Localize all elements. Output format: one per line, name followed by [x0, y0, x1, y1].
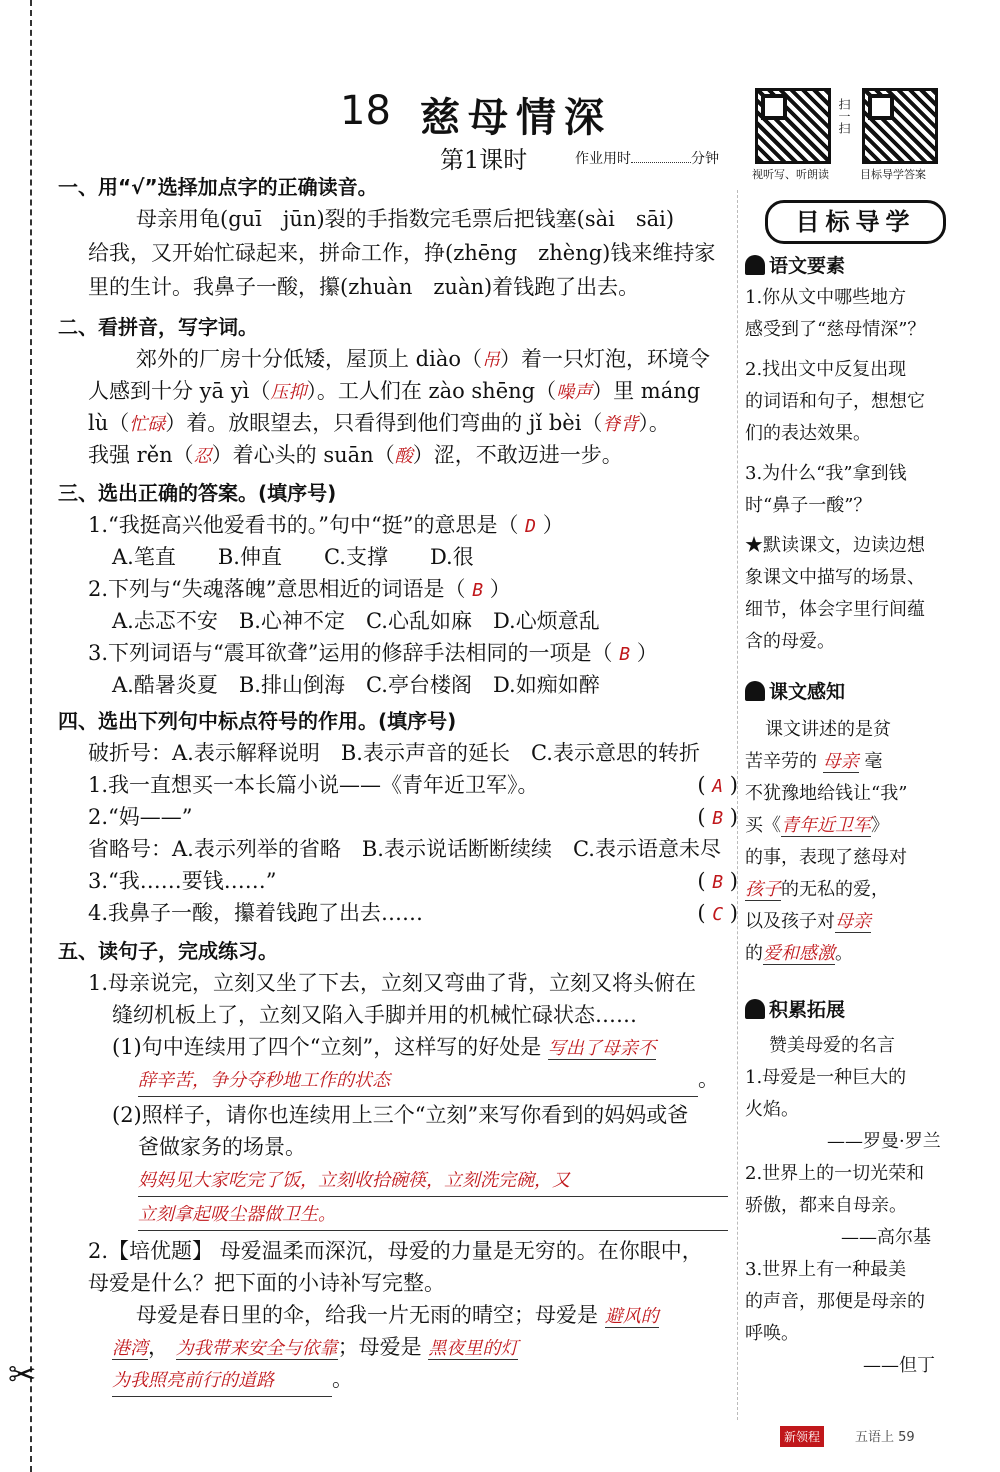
- page-number: 五语上 59: [855, 1430, 915, 1445]
- qr-code-icon[interactable]: [755, 88, 831, 164]
- lesson-label: 第1课时: [440, 146, 528, 174]
- qr-code-icon[interactable]: [862, 88, 938, 164]
- reader-icon: [745, 999, 765, 1019]
- options: A.笔直 B.伸直 C.支撑 D.很: [112, 545, 474, 569]
- side-heading: 语文要素: [745, 250, 845, 282]
- text-line: (2)照样子，请你也连续用上三个“立刻”来写你看到的妈妈或爸: [112, 1103, 689, 1127]
- side-text: ——高尔基: [841, 1227, 931, 1248]
- side-text: 买《青年近卫军》: [745, 815, 889, 836]
- question: 1.“我挺高兴他爱看书的。”句中“挺”的意思是（ D ）: [88, 513, 564, 537]
- text-line: 4.我鼻子一酸，攥着钱跑了出去……: [88, 901, 424, 925]
- qr-caption: 目标导学答案: [860, 168, 926, 181]
- side-text: 的事，表现了慈母对: [745, 847, 907, 868]
- side-text: 象课文中描写的场景、: [745, 567, 925, 588]
- side-text: 不犹豫地给钱让“我”: [745, 783, 908, 804]
- text-line: 港湾， 为我带来安全与依靠；母爱是 黑夜里的灯: [112, 1335, 519, 1359]
- side-text: ★默读课文，边读边想: [745, 535, 925, 556]
- section-title: 四、选出下列句中标点符号的作用。(填序号): [58, 709, 457, 733]
- text-line: 郊外的厂房十分低矮，屋顶上 diào（吊）着一只灯泡，环境令: [136, 347, 710, 371]
- text-line: 人感到十分 yā yì（压抑）。工人们在 zào shēng（噪声）里 máng: [88, 379, 701, 403]
- text-line: 破折号：A.表示解释说明 B.表示声音的延长 C.表示意思的转折: [88, 741, 700, 765]
- text-line: 1.母亲说完，立刻又坐了下去，立刻又弯曲了背，立刻又将头俯在: [88, 971, 697, 995]
- section-banner: 目标导学: [765, 200, 946, 244]
- text-line: 母亲用龟(guī jūn)裂的手指数完毛票后把钱塞(sài sāi): [136, 207, 675, 231]
- side-text: 课文讲述的是贫: [765, 719, 891, 740]
- text-line: 爸做家务的场景。: [138, 1135, 306, 1159]
- page-title: 慈母情深: [420, 95, 612, 141]
- side-text: 1.你从文中哪些地方: [745, 287, 907, 308]
- text-line: 省略号：A.表示列举的省略 B.表示说话断断续续 C.表示语意未尽: [88, 837, 721, 861]
- text-line: 母爱是春日里的伞，给我一片无雨的晴空；母爱是 避风的: [136, 1303, 659, 1327]
- scissors-icon: ✂: [8, 1355, 37, 1395]
- answer-line: 立刻拿起吸尘器做卫生。: [138, 1198, 728, 1231]
- side-text: 3.世界上有一种最美: [745, 1259, 907, 1280]
- question: 2.下列与“失魂落魄”意思相近的词语是（ B ）: [88, 577, 511, 601]
- text-line: 2.“妈——”: [88, 805, 193, 829]
- cut-line: [30, 0, 32, 1472]
- side-text: 苦辛劳的 母亲 毫: [745, 751, 883, 772]
- side-text: 的声音，那便是母亲的: [745, 1291, 925, 1312]
- text-line: 里的生计。我鼻子一酸，攥(zhuàn zuàn)着钱跑了出去。: [88, 275, 640, 299]
- side-text: 的词语和句子，想想它: [745, 391, 925, 412]
- reader-icon: [745, 255, 765, 275]
- answer-box: ( C ): [697, 901, 738, 925]
- options: A.酷暑炎夏 B.排山倒海 C.亭台楼阁 D.如痴如醉: [112, 673, 600, 697]
- section-title: 三、选出正确的答案。(填序号): [58, 481, 337, 505]
- text-line: 2.【培优题】 母爱温柔而深沉，母爱的力量是无穷的。在你眼中，: [88, 1239, 703, 1263]
- homework-time: 作业用时 分钟: [575, 151, 719, 167]
- text-line: (1)句中连续用了四个“立刻”，这样写的好处是 写出了母亲不: [112, 1035, 656, 1059]
- scan-label: 扫一扫: [837, 98, 851, 134]
- answer-line: 妈妈见大家吃完了饭，立刻收拾碗筷，立刻洗完碗，又: [138, 1164, 728, 1197]
- side-text: 3.为什么“我”拿到钱: [745, 463, 907, 484]
- qr-caption: 视听写、听朗读: [752, 168, 829, 181]
- text-line: 为我照亮前行的道路 。: [112, 1364, 353, 1397]
- side-text: 的爱和感激。: [745, 943, 853, 964]
- text-line: 1.我一直想买一本长篇小说——《青年近卫军》。: [88, 773, 539, 797]
- side-text: 2.世界上的一切光荣和: [745, 1163, 925, 1184]
- side-text: 骄傲，都来自母亲。: [745, 1195, 907, 1216]
- side-text: 时“鼻子一酸”？: [745, 495, 872, 516]
- side-text: 细节，体会字里行间蕴: [745, 599, 925, 620]
- answer-box: ( B ): [697, 869, 738, 893]
- side-text: 2.找出文中反复出现: [745, 359, 907, 380]
- side-text: 们的表达效果。: [745, 423, 871, 444]
- lesson-number: 18: [340, 88, 391, 134]
- reader-icon: [745, 681, 765, 701]
- answer-box: ( A ): [697, 773, 738, 797]
- question: 3.下列词语与“震耳欲聋”运用的修辞手法相同的一项是（ B ）: [88, 641, 658, 665]
- section-title: 五、读句子，完成练习。: [58, 939, 278, 963]
- text-line: 3.“我……要钱……”: [88, 869, 277, 893]
- side-text: 孩子的无私的爱，: [745, 879, 889, 900]
- section-title: 二、看拼音，写字词。: [58, 315, 258, 339]
- side-heading: 课文感知: [745, 676, 845, 708]
- options: A.忐忑不安 B.心神不定 C.心乱如麻 D.心烦意乱: [112, 609, 600, 633]
- side-text: 1.母爱是一种巨大的: [745, 1067, 907, 1088]
- text-line: 给我，又开始忙碌起来，拼命工作，挣(zhēng zhèng)钱来维持家: [88, 241, 716, 265]
- text-line: lù（忙碌）着。放眼望去，只看得到他们弯曲的 jǐ bèi（脊背）。: [88, 411, 670, 435]
- side-heading: 积累拓展: [745, 994, 845, 1026]
- side-text: ——但丁: [863, 1355, 935, 1376]
- side-text: 呼唤。: [745, 1323, 799, 1344]
- text-line: 缝纫机板上了，立刻又陷入手脚并用的机械忙碌状态……: [112, 1003, 637, 1027]
- side-text: 火焰。: [745, 1099, 799, 1120]
- side-text: 含的母爱。: [745, 631, 835, 652]
- text-line: 母爱是什么？把下面的小诗补写完整。: [88, 1271, 445, 1295]
- brand-badge: 新领程: [780, 1426, 824, 1447]
- answer-box: ( B ): [697, 805, 738, 829]
- side-text: 赞美母爱的名言: [769, 1035, 895, 1056]
- section-title: 一、用“√”选择加点字的正确读音。: [58, 175, 378, 199]
- text-line: 我强 rěn（忍）着心头的 suān（酸）涩，不敢迈进一步。: [88, 443, 623, 467]
- side-text: 感受到了“慈母情深”？: [745, 319, 926, 340]
- text-line: 辞辛苦，争分夺秒地工作的状态 。: [138, 1064, 719, 1097]
- side-text: 以及孩子对母亲: [745, 911, 871, 932]
- side-text: ——罗曼·罗兰: [827, 1131, 941, 1152]
